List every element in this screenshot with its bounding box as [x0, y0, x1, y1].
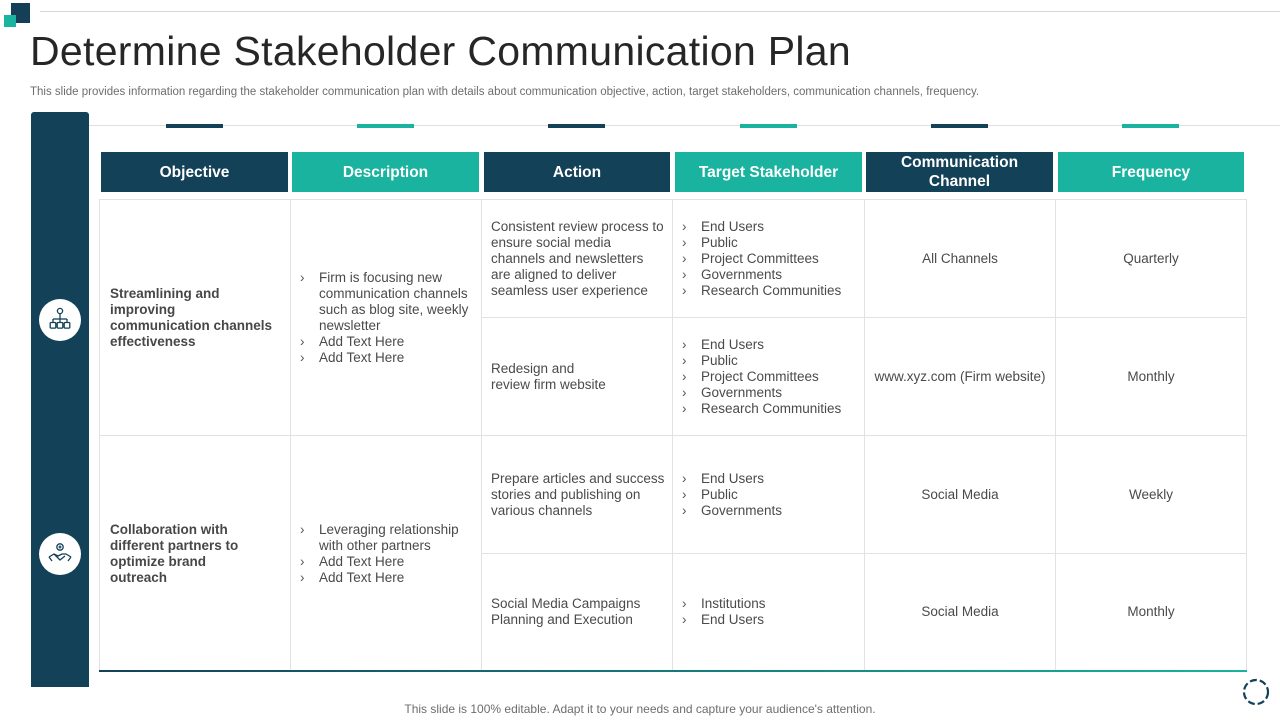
frequency-text: Monthly — [1127, 604, 1175, 619]
stakeholder-list — [681, 471, 782, 519]
list-item: › Governments — [681, 503, 782, 519]
channel-cell — [865, 318, 1055, 435]
action-text: Redesign and review firm website — [491, 360, 606, 392]
accent-bar — [357, 124, 414, 128]
header-action: Action — [484, 152, 670, 192]
channel-text: All Channels — [922, 250, 998, 266]
frequency-cell — [1056, 554, 1246, 670]
action-text: Social Media Campaigns Planning and Execution — [491, 596, 641, 627]
header-description: Description — [292, 152, 479, 192]
action-cell — [491, 318, 665, 435]
table-bottom-line — [99, 670, 1247, 672]
stakeholder-cell — [681, 318, 861, 435]
list-item: › End Users — [681, 612, 766, 628]
list-item: › End Users — [681, 337, 841, 353]
channel-cell — [865, 554, 1055, 670]
list-item: › Project Committees — [681, 369, 841, 385]
list-item: › Governments — [681, 385, 841, 401]
accent-bar — [166, 124, 223, 128]
stakeholder-list — [681, 337, 841, 417]
accent-bar — [1122, 124, 1179, 128]
list-item: › End Users — [681, 471, 782, 487]
stakeholder-cell — [681, 436, 861, 553]
frequency-cell — [1056, 318, 1246, 435]
action-cell — [491, 200, 665, 317]
list-item: › Project Committees — [681, 251, 841, 267]
list-item: › Research Communities — [681, 283, 841, 299]
hierarchy-icon — [39, 299, 81, 341]
list-item: › Add Text Here — [299, 570, 474, 586]
list-item: › End Users — [681, 219, 841, 235]
objective-text: Collaboration with different partners to optimize brand outreach — [110, 521, 239, 585]
list-item: › Leveraging relationship with other partners — [299, 522, 474, 554]
corner-square-teal — [4, 15, 16, 27]
header-target-stakeholder: Target Stakeholder — [675, 152, 862, 192]
frequency-text: Weekly — [1128, 486, 1173, 502]
frequency-cell — [1056, 436, 1246, 553]
stakeholder-cell — [681, 554, 861, 670]
description-list — [299, 270, 474, 366]
header-rule — [89, 125, 1280, 126]
slide-subtitle: This slide provides information regarding the stakeholder communication plan with details about communication objective, action, target stakeholders, communication channels, frequency. — [30, 86, 980, 98]
stakeholder-cell — [681, 200, 861, 317]
list-item: › Research Communities — [681, 401, 841, 417]
channel-text: www.xyz.com (Firm website) — [874, 368, 1046, 384]
description-list — [299, 522, 474, 586]
description-cell — [299, 436, 474, 671]
top-rule — [40, 11, 1280, 12]
stakeholder-list — [681, 219, 841, 299]
frequency-text: Monthly — [1127, 368, 1175, 384]
accent-bar — [548, 124, 605, 128]
channel-text: Social Media — [921, 604, 999, 619]
list-item: › Firm is focusing new communication channels such as blog site, weekly newsletter — [299, 270, 474, 334]
list-item: › Add Text Here — [299, 350, 474, 366]
list-item: › Add Text Here — [299, 334, 474, 350]
loading-ring-icon — [1241, 678, 1273, 708]
list-item: › Governments — [681, 267, 841, 283]
list-item: › Public — [681, 235, 841, 251]
list-item: › Institutions — [681, 596, 766, 612]
objective-cell — [100, 200, 275, 435]
frequency-text: Quarterly — [1123, 250, 1179, 266]
header-objective: Objective — [101, 152, 288, 192]
action-cell — [491, 554, 665, 670]
list-item: › Add Text Here — [299, 554, 474, 570]
objective-cell — [100, 436, 260, 671]
stakeholder-list — [681, 596, 766, 628]
accent-bar — [931, 124, 988, 128]
slide-title: Determine Stakeholder Communication Plan — [30, 28, 852, 74]
objective-text: Streamlining and improving communication channels effectiveness — [110, 285, 273, 349]
accent-bar — [740, 124, 797, 128]
slide-footer: This slide is 100% editable. Adapt it to your needs and capture your audience's attention. — [404, 702, 876, 716]
handshake-icon — [39, 533, 81, 575]
action-text: Consistent review process to ensure social media channels and newsletters are aligned to deliver seamless user experience — [491, 218, 664, 298]
header-frequency: Frequency — [1058, 152, 1244, 192]
channel-cell — [865, 200, 1055, 317]
action-cell — [491, 436, 665, 553]
channel-text: Social Media — [921, 486, 999, 502]
list-item: › Public — [681, 353, 841, 369]
frequency-cell — [1056, 200, 1246, 317]
description-cell — [299, 200, 474, 435]
header-communication-channel: Communication Channel — [866, 152, 1053, 192]
action-text: Prepare articles and success stories and publishing on various channels — [491, 470, 665, 518]
channel-cell — [865, 436, 1055, 553]
side-bar — [31, 112, 89, 687]
list-item: › Public — [681, 487, 782, 503]
